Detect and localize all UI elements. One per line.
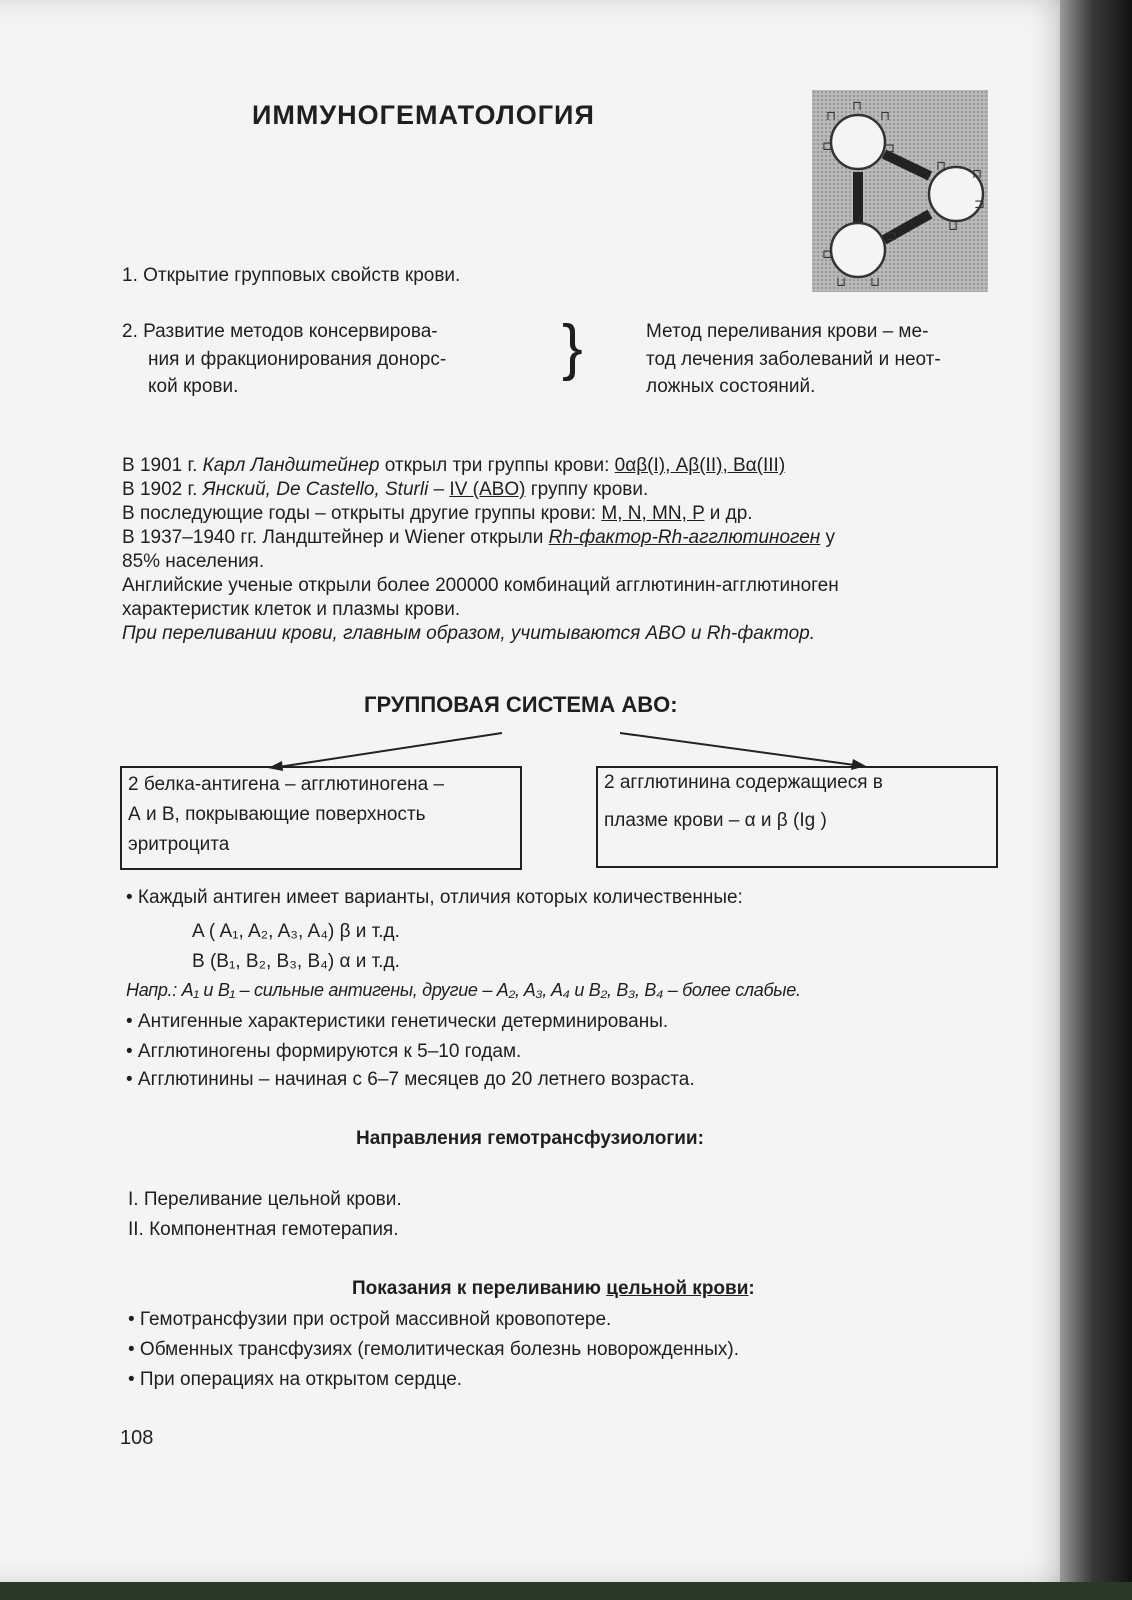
fact-transfusion-note: При переливании крови, главным образом, учитываются ABO и Rh-фактор. [122, 623, 816, 644]
svg-text:⊏: ⊏ [822, 247, 833, 262]
indication-3: • При операциях на открытом сердце. [128, 1369, 463, 1390]
book-spine-shadow [1060, 0, 1132, 1600]
fact-1901-year: В 1901 г. [122, 455, 203, 476]
svg-text:⊔: ⊔ [836, 275, 847, 290]
history-item-2-line-1: 2. Развитие методов консервирова- [122, 321, 438, 342]
indications-heading-colon: : [748, 1278, 755, 1299]
variants-intro: • Каждый антиген имеет варианты, отличия которых количественные: [126, 887, 743, 908]
book-bottom-edge [0, 1582, 1132, 1600]
fact-1937-text: В 1937–1940 гг. Ландштейнер и Wiener открыли [122, 527, 549, 548]
svg-text:⊓: ⊓ [972, 167, 983, 182]
directions-heading: Направления гемотрансфузиологии: [356, 1128, 704, 1149]
fact-later-text: В последующие годы – открыты другие группы крови: [122, 503, 602, 524]
svg-text:⊐: ⊐ [886, 229, 897, 244]
abo-arrows [0, 0, 1090, 800]
variant-example: Напр.: A₁ и B₁ – сильные антигены, другие – A₂, A₃, A₄ и B₂, B₃, B₄ – более слабые. [126, 980, 801, 1000]
svg-text:⊓: ⊓ [880, 109, 891, 124]
svg-text:⊔: ⊔ [870, 275, 881, 290]
fact-later-post: и др. [704, 503, 753, 524]
svg-text:⊓: ⊓ [826, 109, 837, 124]
abo-bullet-2: • Агглютиногены формируются к 5–10 годам. [126, 1041, 522, 1062]
variant-b: B (B₁, B₂, B₃, B₄) α и т.д. [192, 951, 400, 972]
abo-bullet-3: • Агглютинины – начиная с 6–7 месяцев до 20 летнего возраста. [126, 1069, 695, 1090]
fact-1901-groups: 0αβ(I), Aβ(II), Bα(III) [614, 455, 786, 476]
indications-heading-underlined: цельной крови [606, 1278, 749, 1299]
svg-text:⊏: ⊏ [822, 139, 833, 154]
indication-2: • Обменных трансфузиях (гемолитическая болезнь новорожденных). [128, 1339, 740, 1360]
page-title: ИММУНОГЕМАТОЛОГИЯ [252, 100, 595, 130]
fact-1937-percent: 85% населения. [122, 551, 265, 572]
direction-item-2: II. Компонентная гемотерапия. [128, 1219, 399, 1240]
page-number: 108 [120, 1427, 154, 1449]
method-definition-line-1: Метод переливания крови – ме- [646, 321, 929, 342]
abo-heading: ГРУППОВАЯ СИСТЕМА ABO: [364, 692, 678, 717]
fact-1937-factor: Rh-фактор-Rh-агглютиноген [548, 527, 821, 548]
svg-text:⊓: ⊓ [852, 99, 863, 114]
fact-1901-text: открыл три группы крови: [379, 455, 615, 476]
indication-1: • Гемотрансфузии при острой массивной кровопотере. [128, 1309, 612, 1330]
fact-english-1: Английские ученые открыли более 200000 комбинаций агглютинин-агглютиноген [122, 575, 839, 596]
antigen-box-line-2: А и В, покрывающие поверхность [128, 804, 426, 825]
fact-1902-text: группу крови. [525, 479, 649, 500]
brace: } [562, 313, 583, 382]
history-item-2-line-2: ния и фракционирования донорс- [148, 349, 447, 370]
svg-text:⊐: ⊐ [884, 141, 895, 156]
fact-later-groups: M, N, MN, P [601, 503, 705, 524]
fact-1901-name: Карл Ландштейнер [202, 455, 380, 476]
indications-heading [352, 1278, 755, 1300]
method-definition-line-2: тод лечения заболеваний и неот- [646, 349, 941, 370]
fact-1902-year: В 1902 г. [122, 479, 203, 500]
antigen-box-line-1: 2 белка-антигена – агглютиногена – [128, 774, 445, 795]
fact-1902-dash: – [428, 479, 450, 500]
history-item-1: 1. Открытие групповых свойств крови. [122, 265, 461, 286]
fact-1902-group: IV (ABO) [449, 479, 526, 500]
svg-text:⊓: ⊓ [936, 159, 947, 174]
fact-english-2: характеристик клеток и плазмы крови. [122, 599, 461, 620]
svg-text:⊐: ⊐ [974, 197, 985, 212]
direction-item-1: I. Переливание цельной крови. [128, 1189, 402, 1210]
history-item-2-line-3: кой крови. [148, 376, 239, 397]
method-definition-line-3: ложных состояний. [646, 376, 816, 397]
svg-text:⊔: ⊔ [948, 219, 959, 234]
abo-bullet-1: • Антигенные характеристики генетически детерминированы. [126, 1011, 669, 1032]
agglutinin-box-line-2: плазме крови – α и β (Ig ) [604, 810, 827, 831]
indications-heading-text: Показания к переливанию [352, 1278, 607, 1299]
antigen-box-line-3: эритроцита [128, 834, 230, 855]
variant-a: A ( A₁, A₂, A₃, A₄) β и т.д. [192, 921, 400, 942]
fact-1937-post: у [820, 527, 835, 548]
agglutinin-box-line-1: 2 агглютинина содержащиеся в [604, 772, 883, 793]
fact-1902-names: Янский, De Castello, Sturli [202, 479, 429, 500]
